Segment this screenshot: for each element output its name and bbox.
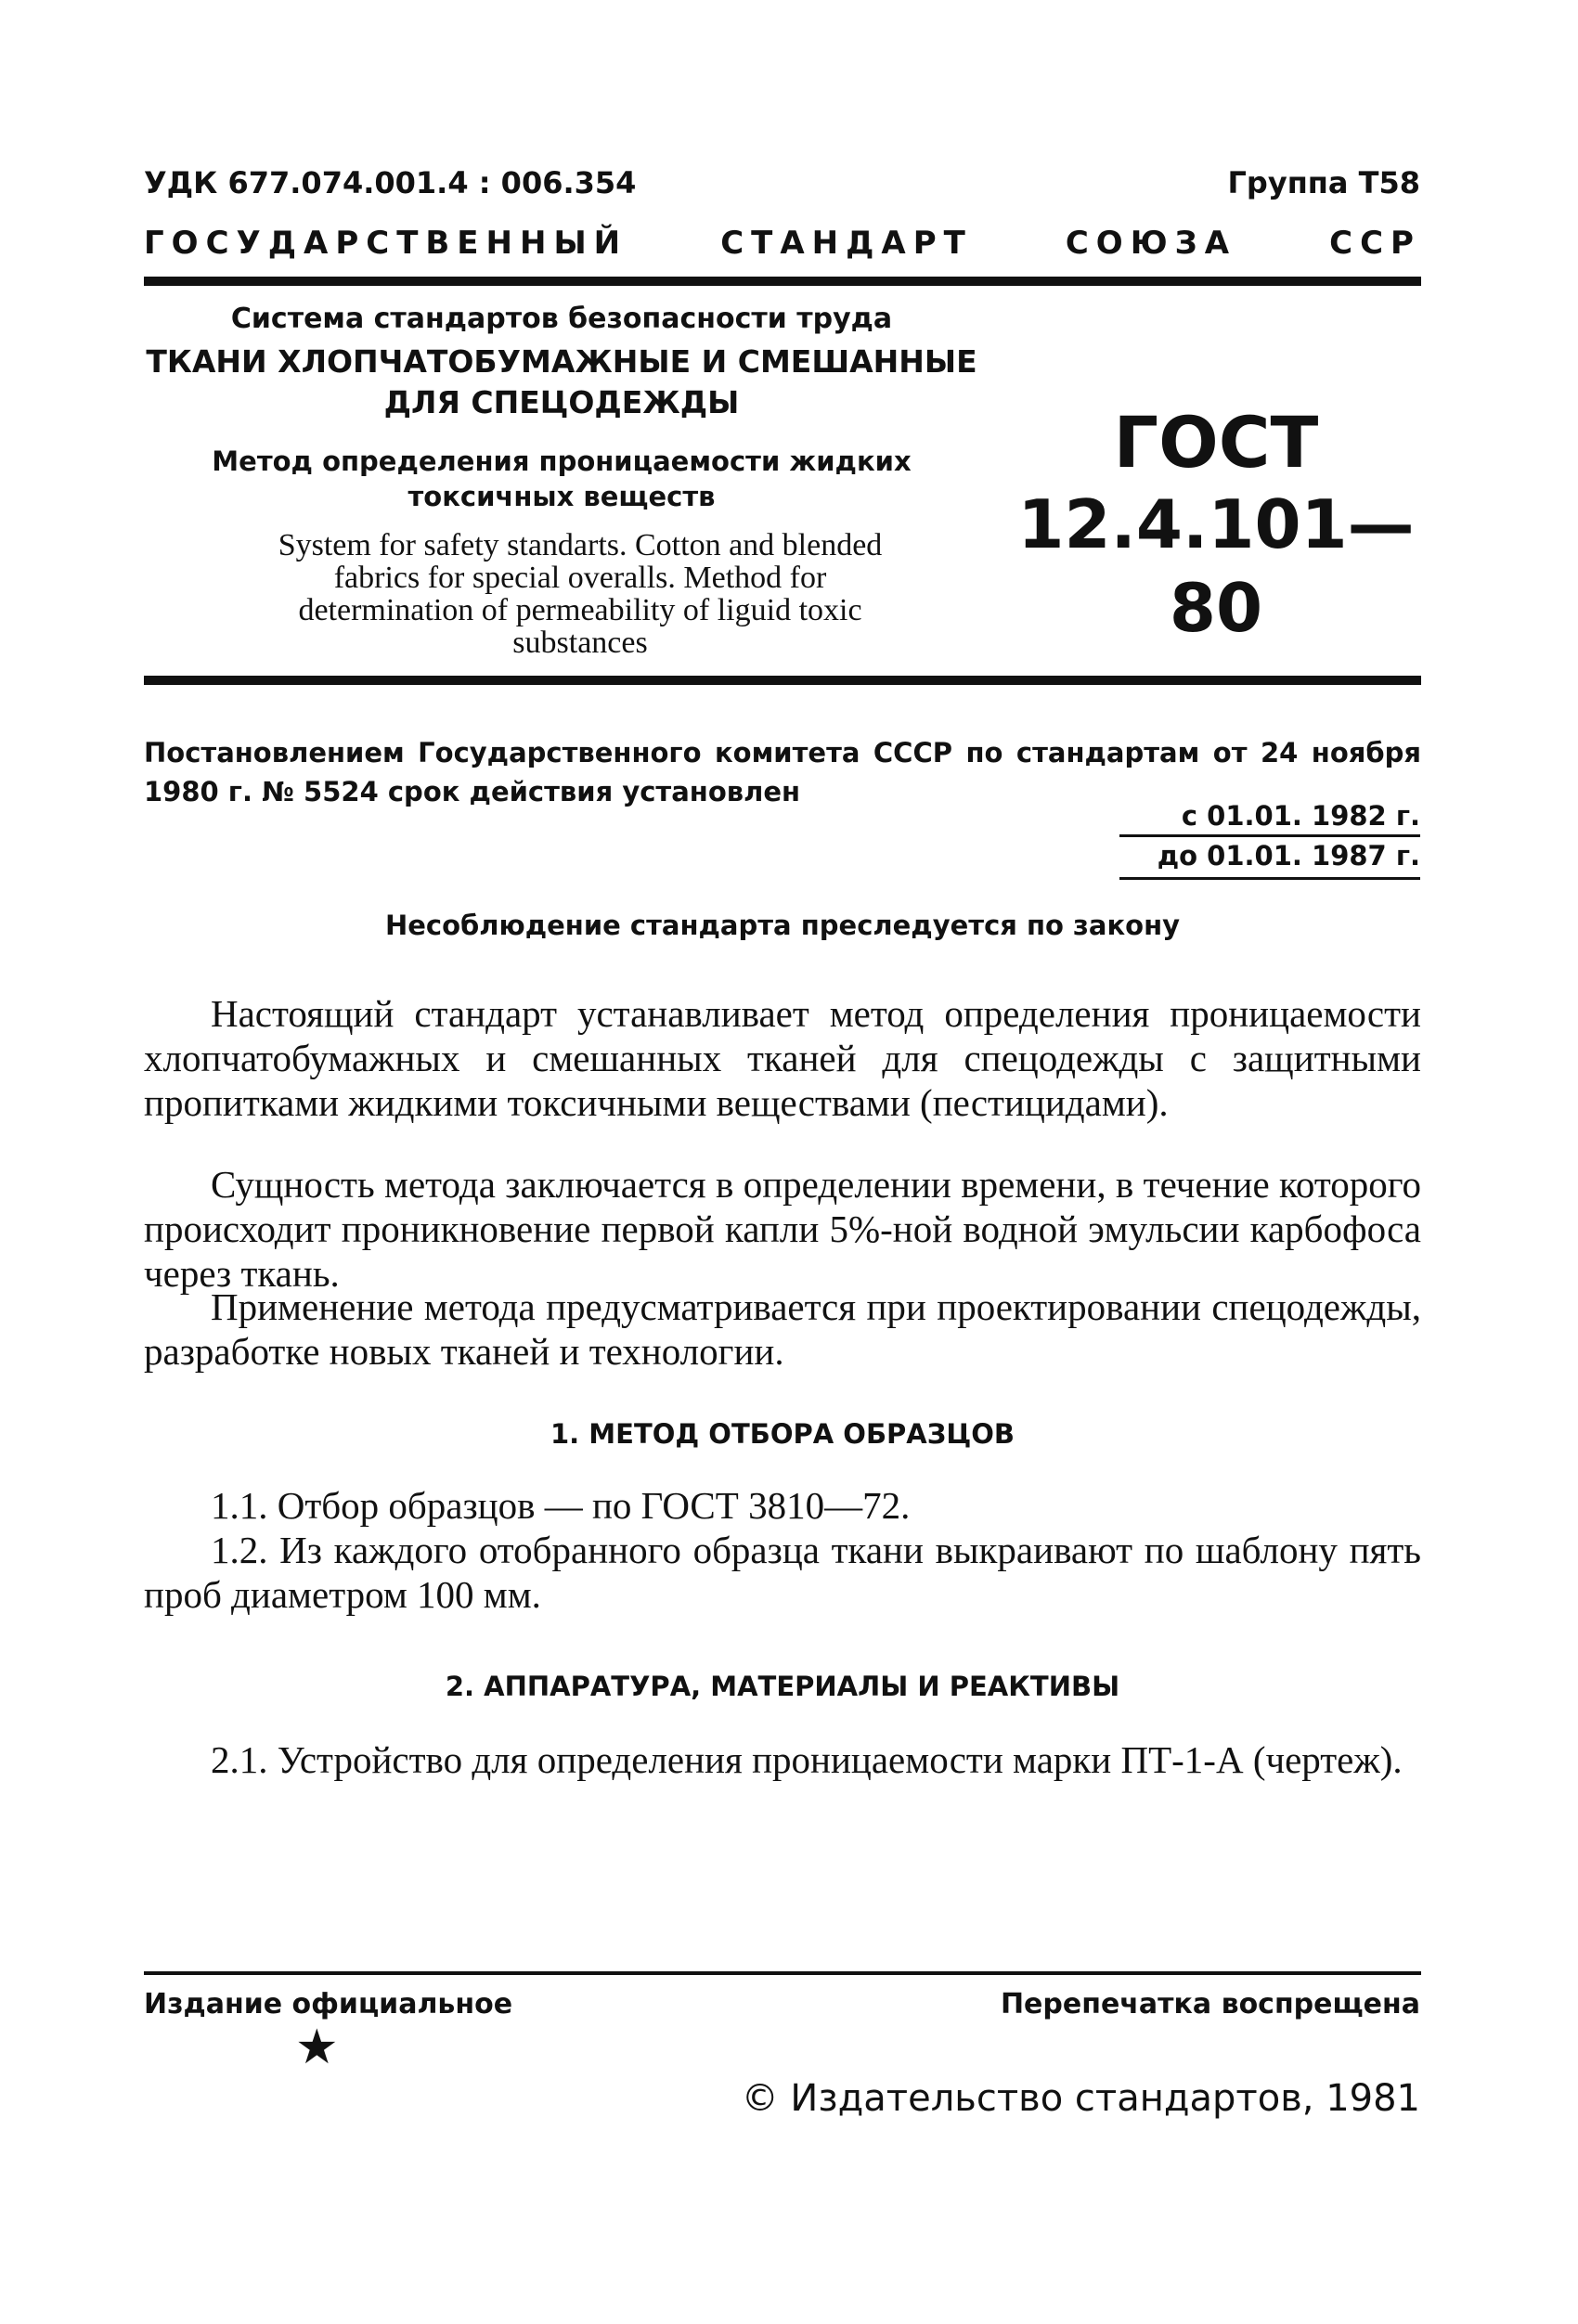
title-line: ТКАНИ ХЛОПЧАТОБУМАЖНЫЕ И СМЕШАННЫЕ (146, 343, 977, 380)
english-line: System for safety standarts. Cotton and blended (278, 528, 883, 562)
state-standard-word: ССР (1329, 225, 1421, 262)
intro-paragraph: Настоящий стандарт устанавливает метод определения проницаемости хлопчатобумажных и смешанных тканей для спецодежды с защитными пропитками жидкими токсичными веществами (пестицидами). (144, 992, 1421, 1124)
english-title (181, 529, 979, 659)
state-standard-heading (144, 225, 1421, 262)
method-line: токсичных веществ (407, 481, 716, 512)
section-heading: 2. АППАРАТУРА, МАТЕРИАЛЫ И РЕАКТИВЫ (445, 1671, 1120, 1702)
group-code: Группа Т58 (1227, 165, 1420, 200)
clause-paragraph: 1.2. Из каждого отобранного образца ткани выкраивают по шаблону пять проб диаметром 100 мм. (144, 1529, 1421, 1616)
clause-paragraph: 1.1. Отбор образцов — по ГОСТ 3810—72. (211, 1484, 911, 1527)
title-block-rule (144, 676, 1421, 685)
state-standard-word: ГОСУДАРСТВЕННЫЙ (144, 225, 628, 262)
state-standard-word: СОЮЗА (1065, 225, 1237, 262)
title-line: ДЛЯ СПЕЦОДЕЖДЫ (383, 384, 740, 420)
effective-to-date: до 01.01. 1987 г. (1157, 840, 1420, 872)
section-heading: 1. МЕТОД ОТБОРА ОБРАЗЦОВ (550, 1418, 1015, 1450)
intro-paragraph: Применение метода предусматривается при проектировании спецодежды, разработке новых тканей и технологии. (144, 1285, 1421, 1373)
effective-from-date: с 01.01. 1982 г. (1181, 800, 1420, 832)
noncompliance-notice: Несоблюдение стандарта преследуется по закону (384, 910, 1181, 941)
state-standard-word: СТАНДАРТ (720, 225, 973, 262)
intro-paragraph: Сущность метода заключается в определении времени, в течение которого происходит проникновение первой капли 5%-ной водной эмульсии карбофоса через ткань. (144, 1163, 1421, 1295)
clause-paragraph: 2.1. Устройство для определения проницаемости марки ПТ-1-А (чертеж). (211, 1738, 1403, 1781)
method-title (144, 444, 979, 514)
official-edition-label: Издание официальное (144, 1988, 513, 2021)
footer-rule (144, 1971, 1421, 1975)
udc-code: УДК 677.074.001.4 : 006.354 (144, 165, 637, 200)
decree-text: Постановлением Государственного комитета СССР по стандартам от 24 ноября 1980 г. № 5524 срок действия установлен (144, 737, 1421, 807)
publisher-copyright: © Издательство стандартов, 1981 (741, 2077, 1420, 2120)
gost-number: 12.4.101—80 (1017, 485, 1415, 647)
star-icon: ★ (295, 2020, 339, 2075)
date-rule (1119, 877, 1420, 880)
gost-label: ГОСТ (1113, 401, 1319, 484)
reprint-prohibited-label: Перепечатка воспрещена (1000, 1988, 1420, 2021)
english-line: determination of permeability of liguid toxic (298, 593, 862, 627)
english-line: fabrics for special overalls. Method for (333, 561, 827, 595)
english-line: substances (512, 626, 648, 660)
system-name: Система стандартов безопасности труда (230, 303, 893, 335)
method-line: Метод определения проницаемости жидких (212, 445, 912, 477)
document-title (144, 342, 979, 423)
date-rule (1119, 834, 1420, 837)
header-rule (144, 277, 1421, 286)
